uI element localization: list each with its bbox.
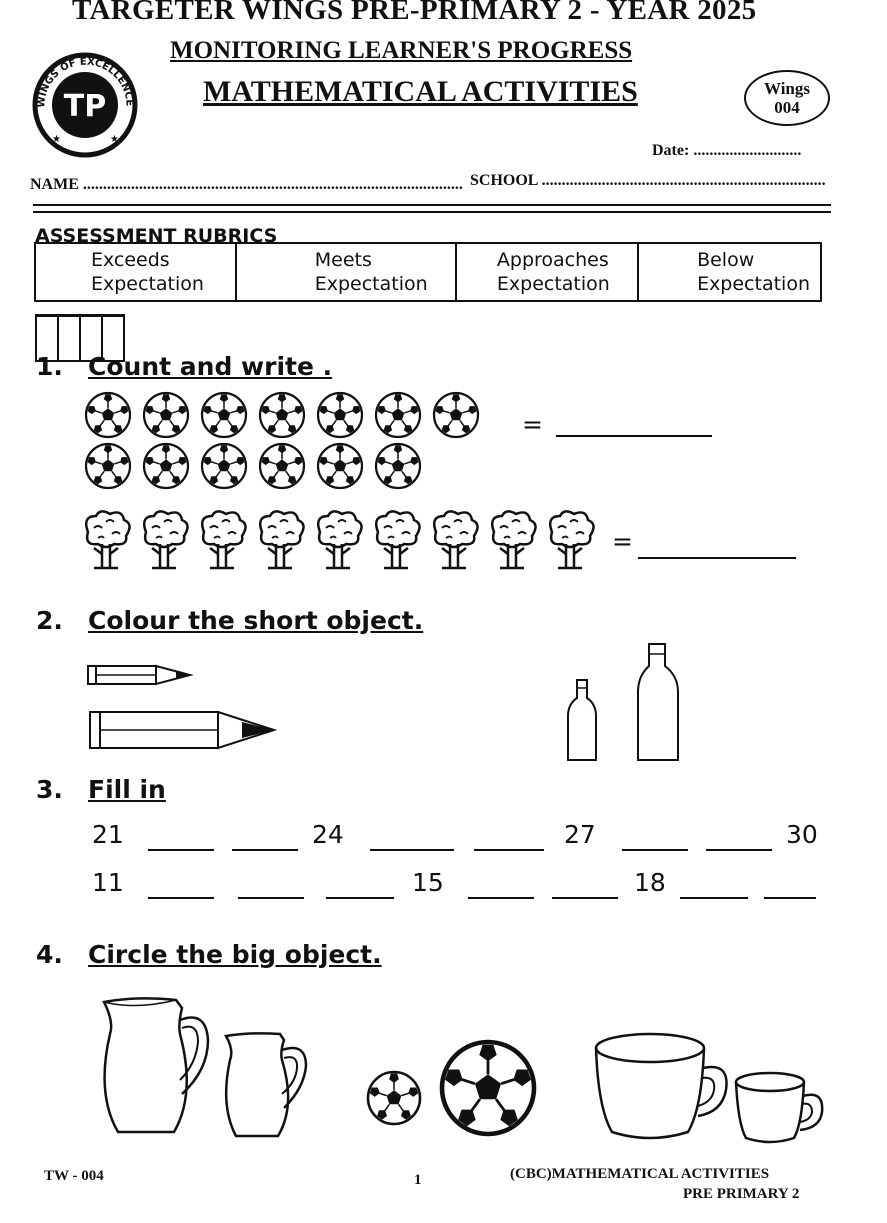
date-field[interactable]: Date: ........................... (652, 142, 802, 159)
number-21: 21 (92, 820, 124, 849)
number-15: 15 (412, 868, 444, 897)
question-1-text: Count and write . (88, 352, 333, 381)
rubrics-table (34, 242, 822, 321)
football-icon (368, 1072, 420, 1124)
page-number: 1 (414, 1172, 422, 1188)
fill-blank[interactable] (326, 896, 394, 899)
football-icon (144, 393, 188, 437)
balls-group (80, 388, 500, 493)
footer-level: PRE PRIMARY 2 (683, 1186, 800, 1202)
question-3-text: Fill in (88, 775, 166, 804)
big-cup[interactable] (590, 1028, 734, 1144)
fill-blank[interactable] (468, 896, 534, 899)
short-pencil[interactable] (86, 660, 286, 694)
football-icon (318, 393, 362, 437)
paper-tag (744, 70, 830, 126)
fill-blank[interactable] (474, 848, 544, 851)
number-11: 11 (92, 868, 124, 897)
tree-icon (86, 511, 129, 568)
equals-sign: = (522, 410, 543, 439)
football-icon (260, 393, 304, 437)
football-icon (86, 393, 130, 437)
football-icon (376, 393, 420, 437)
football-icon (144, 444, 188, 488)
tree-icon (376, 511, 419, 568)
logo-initials: TP (63, 89, 107, 124)
football-icon (376, 444, 420, 488)
small-jug[interactable] (220, 1030, 312, 1140)
equals-sign: = (612, 527, 633, 556)
answer-line-trees[interactable] (638, 556, 796, 559)
svg-text:★: ★ (52, 134, 61, 145)
question-4: 4. Circle the big object. (36, 940, 382, 969)
fill-blank[interactable] (238, 896, 304, 899)
paper-tag-line1: Wings (764, 79, 810, 98)
football-icon (318, 444, 362, 488)
number-18: 18 (634, 868, 666, 897)
football-icon (434, 393, 478, 437)
tree-icon (202, 511, 245, 568)
football-icon (202, 393, 246, 437)
football-icon (202, 444, 246, 488)
paper-title: TARGETER WINGS PRE-PRIMARY 2 - YEAR 2025 (72, 0, 757, 26)
divider (33, 204, 831, 206)
big-jug[interactable] (96, 994, 212, 1140)
fill-blank[interactable] (148, 896, 214, 899)
question-1: 1. Count and write . (36, 352, 333, 381)
svg-text:★: ★ (110, 134, 119, 145)
question-3: 3. Fill in (36, 775, 166, 804)
rubric-column: Meets Expectation (236, 243, 456, 301)
footer-subject: (CBC)MATHEMATICAL ACTIVITIES (510, 1166, 770, 1182)
paper-tag-line2: 004 (774, 98, 800, 117)
tree-icon (550, 511, 593, 568)
fill-blank[interactable] (706, 848, 772, 851)
tree-icon (492, 511, 535, 568)
rubrics-title: ASSESSMENT RUBRICS (35, 225, 278, 247)
school-logo (30, 50, 140, 160)
paper-subtitle: MONITORING LEARNER'S PROGRESS (170, 37, 633, 64)
name-field[interactable]: NAME ............................................................................................... (30, 176, 463, 193)
tree-icon (318, 511, 361, 568)
football-icon (442, 1042, 534, 1134)
tree-icon (260, 511, 303, 568)
football-icon (86, 444, 130, 488)
fill-blank[interactable] (370, 848, 454, 851)
big-ball[interactable] (438, 1038, 538, 1138)
fill-blank[interactable] (148, 848, 214, 851)
tree-icon (144, 511, 187, 568)
fill-blank[interactable] (680, 896, 748, 899)
question-2: 2. Colour the short object. (36, 606, 424, 635)
long-pencil[interactable] (88, 708, 288, 754)
fill-blank[interactable] (622, 848, 688, 851)
tall-bottle[interactable] (630, 640, 686, 766)
number-24: 24 (312, 820, 344, 849)
rubric-column: Below Expectation (638, 243, 821, 301)
logo-ring-text: WINGS OF EXCELLENCE (36, 56, 135, 109)
rubric-column: Approaches Expectation (456, 243, 638, 301)
rubric-column: Exceeds Expectation (35, 243, 236, 301)
small-cup[interactable] (732, 1068, 828, 1148)
tree-icon (434, 511, 477, 568)
number-27: 27 (564, 820, 596, 849)
divider (33, 211, 831, 213)
trees-group (78, 510, 608, 578)
fill-blank[interactable] (552, 896, 618, 899)
answer-line-balls[interactable] (556, 434, 712, 437)
footer-code: TW - 004 (44, 1168, 104, 1184)
number-30: 30 (786, 820, 818, 849)
fill-blank[interactable] (232, 848, 298, 851)
question-4-text: Circle the big object. (88, 940, 382, 969)
football-icon (260, 444, 304, 488)
short-bottle[interactable] (560, 676, 606, 766)
school-field[interactable]: SCHOOL ....................................................................... (470, 172, 826, 189)
subject-title: MATHEMATICAL ACTIVITIES (203, 75, 638, 108)
small-ball[interactable] (364, 1068, 424, 1128)
question-2-text: Colour the short object. (88, 606, 424, 635)
fill-blank[interactable] (764, 896, 816, 899)
